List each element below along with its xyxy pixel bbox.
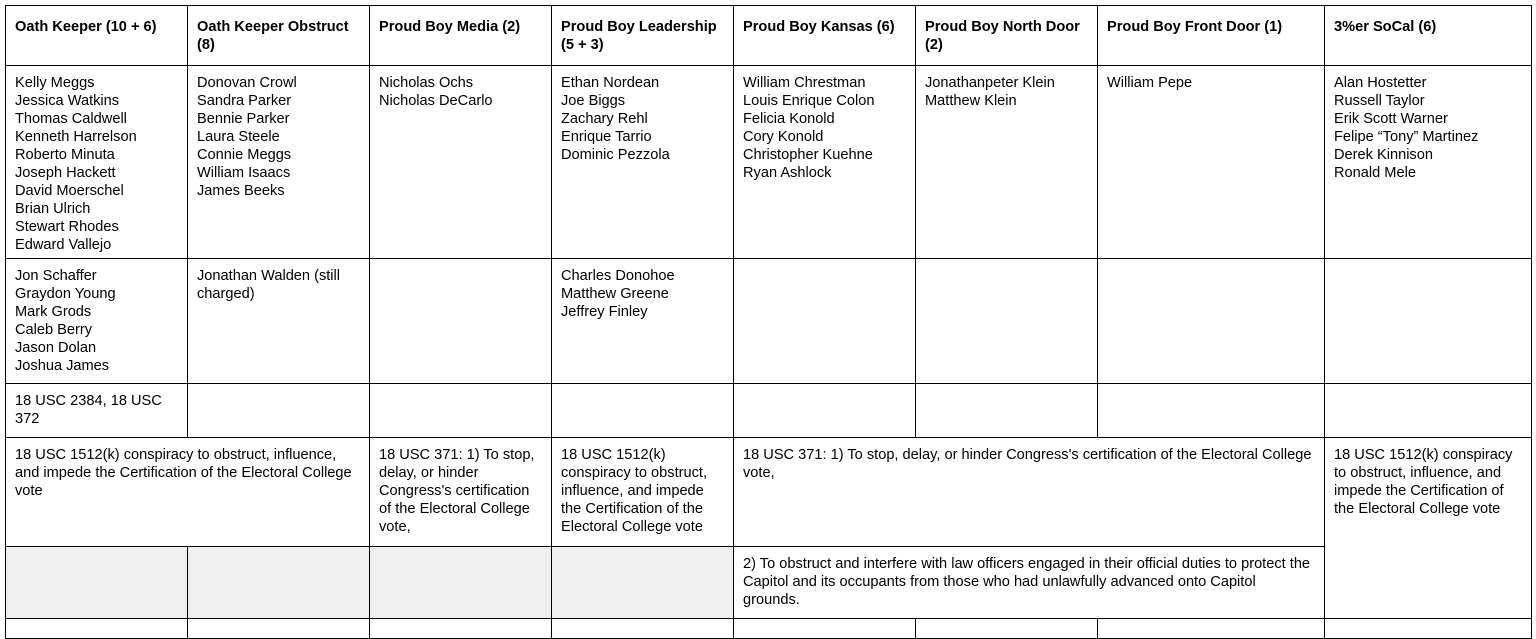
empty-cell	[552, 619, 734, 639]
defendants-row	[6, 66, 1532, 259]
defendant-name: Joe Biggs	[561, 93, 626, 109]
header-proud-boy-leadership: Proud Boy Leadership (5 + 3)	[552, 6, 734, 66]
defendant-name: Connie Meggs	[197, 147, 292, 163]
defendant-name: William Pepe	[1107, 75, 1193, 91]
cell-proud-boy-leadership-defendants	[552, 66, 734, 259]
header-proud-boy-north-door: Proud Boy North Door (2)	[916, 6, 1098, 66]
empty-cell	[1325, 259, 1532, 384]
defendant-name: James Beeks	[197, 183, 285, 199]
empty-cell	[1098, 384, 1325, 438]
cell-proud-boy-leadership-additional	[552, 259, 734, 384]
cut-off-row	[6, 619, 1532, 639]
charge-text: 2) To obstruct and interfere with law officers engaged in their official duties to protect the Capitol and its occupants from those who had unlawfully advanced onto Capitol grounds.	[743, 556, 1311, 608]
cell-oath-keeper-obstruct-defendants	[188, 66, 370, 259]
defendant-name: Derek Kinnison	[1334, 147, 1433, 163]
empty-cell	[916, 259, 1098, 384]
cell-proud-boy-media-defendants	[370, 66, 552, 259]
defendant-name: Enrique Tarrio	[561, 129, 652, 145]
cell-proud-boy-media-charge	[370, 438, 552, 547]
cell-kansas-charge	[734, 438, 1325, 547]
defendant-name: Nicholas Ochs	[379, 75, 474, 91]
empty-cell	[1098, 619, 1325, 639]
charge-row	[6, 438, 1532, 547]
cell-socal-charge	[1325, 438, 1532, 619]
cell-oath-keeper-charge	[6, 438, 370, 547]
empty-cell	[916, 384, 1098, 438]
charges-table	[5, 5, 1532, 639]
defendant-name: Roberto Minuta	[15, 147, 115, 163]
defendant-name: William Chrestman	[743, 75, 866, 91]
cell-oath-keeper-defendants	[6, 66, 188, 259]
cell-proud-boy-kansas-defendants	[734, 66, 916, 259]
header-socal: 3%er SoCal (6)	[1325, 6, 1532, 66]
cell-proud-boy-north-door-defendants	[916, 66, 1098, 259]
empty-cell	[6, 619, 188, 639]
defendant-name: Brian Ulrich	[15, 201, 91, 217]
defendant-name: Sandra Parker	[197, 93, 292, 109]
empty-cell	[734, 619, 916, 639]
defendant-name: Joseph Hackett	[15, 165, 116, 181]
defendant-name: Louis Enrique Colon	[743, 93, 875, 109]
header-proud-boy-media: Proud Boy Media (2)	[370, 6, 552, 66]
header-row	[6, 6, 1532, 66]
charge-text: 18 USC 1512(k) conspiracy to obstruct, influence, and impede the Certification of the Electoral College vote	[561, 447, 708, 535]
defendant-name: Mark Grods	[15, 304, 92, 320]
empty-cell	[916, 619, 1098, 639]
empty-grey-cell	[6, 547, 188, 619]
charge-row-2	[6, 547, 1532, 619]
defendant-name: Felipe “Tony” Martinez	[1334, 129, 1479, 145]
charge-text: 18 USC 1512(k) conspiracy to obstruct, influence, and impede the Certification of the Electoral College vote	[15, 447, 352, 499]
defendant-name: Alan Hostetter	[1334, 75, 1427, 91]
defendant-name: Nicholas DeCarlo	[379, 93, 493, 109]
cell-kansas-charge-2	[734, 547, 1325, 619]
defendant-name: Jon Schaffer	[15, 268, 97, 284]
defendant-name: Ronald Mele	[1334, 165, 1416, 181]
defendant-name: Ethan Nordean	[561, 75, 660, 91]
defendant-name: Erik Scott Warner	[1334, 111, 1448, 127]
defendant-name: Stewart Rhodes	[15, 219, 119, 235]
defendant-name: Jason Dolan	[15, 340, 97, 356]
defendant-name: Zachary Rehl	[561, 111, 648, 127]
defendant-name: Kelly Meggs	[15, 75, 95, 91]
defendant-name: Ryan Ashlock	[743, 165, 832, 181]
cell-socal-defendants	[1325, 66, 1532, 259]
header-proud-boy-kansas: Proud Boy Kansas (6)	[734, 6, 916, 66]
cell-proud-boy-leadership-charge	[552, 438, 734, 547]
defendant-name: William Isaacs	[197, 165, 291, 181]
empty-cell	[188, 619, 370, 639]
additional-defendants-row	[6, 259, 1532, 384]
cell-oath-keeper-obstruct-additional	[188, 259, 370, 384]
defendant-name: Donovan Crowl	[197, 75, 297, 91]
header-oath-keeper-obstruct: Oath Keeper Obstruct (8)	[188, 6, 370, 66]
header-oath-keeper: Oath Keeper (10 + 6)	[6, 6, 188, 66]
header-proud-boy-front-door: Proud Boy Front Door (1)	[1098, 6, 1325, 66]
empty-cell	[1325, 384, 1532, 438]
charge-text: 18 USC 1512(k) conspiracy to obstruct, influence, and impede the Certification of the Electoral College vote	[1334, 447, 1513, 517]
statute-text: 18 USC 2384, 18 USC 372	[15, 393, 162, 427]
defendant-name: Christopher Kuehne	[743, 147, 873, 163]
defendant-name: Jessica Watkins	[15, 93, 120, 109]
statute-row	[6, 384, 1532, 438]
empty-cell	[370, 259, 552, 384]
defendant-name: Matthew Greene	[561, 286, 669, 302]
cell-oath-keeper-additional	[6, 259, 188, 384]
empty-cell	[734, 384, 916, 438]
defendant-name: Laura Steele	[197, 129, 280, 145]
empty-grey-cell	[370, 547, 552, 619]
empty-cell	[1098, 259, 1325, 384]
defendant-name: Cory Konold	[743, 129, 824, 145]
empty-cell	[552, 384, 734, 438]
defendant-name: Joshua James	[15, 358, 110, 374]
cell-proud-boy-front-door-defendants	[1098, 66, 1325, 259]
defendant-name: Matthew Klein	[925, 93, 1017, 109]
defendant-name: Charles Donohoe	[561, 268, 675, 284]
defendant-name: Felicia Konold	[743, 111, 835, 127]
defendant-name: David Moerschel	[15, 183, 124, 199]
charge-text: 18 USC 371: 1) To stop, delay, or hinder Congress's certification of the Electoral College vote,	[743, 447, 1312, 481]
defendant-name: Jonathan Walden (still charged)	[197, 268, 341, 302]
defendant-name: Thomas Caldwell	[15, 111, 127, 127]
cell-oath-keeper-statute	[6, 384, 188, 438]
defendant-name: Kenneth Harrelson	[15, 129, 137, 145]
charge-text: 18 USC 371: 1) To stop, delay, or hinder Congress's certification of the Electoral College vote,	[379, 447, 535, 535]
defendant-name: Graydon Young	[15, 286, 116, 302]
defendant-name: Jeffrey Finley	[561, 304, 648, 320]
empty-cell	[370, 384, 552, 438]
empty-cell	[370, 619, 552, 639]
empty-cell	[188, 384, 370, 438]
defendant-name: Dominic Pezzola	[561, 147, 670, 163]
defendant-name: Edward Vallejo	[15, 237, 112, 253]
defendant-name: Caleb Berry	[15, 322, 93, 338]
empty-cell	[734, 259, 916, 384]
empty-grey-cell	[552, 547, 734, 619]
defendant-name: Russell Taylor	[1334, 93, 1425, 109]
empty-grey-cell	[188, 547, 370, 619]
empty-cell	[1325, 619, 1532, 639]
defendant-name: Bennie Parker	[197, 111, 290, 127]
defendant-name: Jonathanpeter Klein	[925, 75, 1055, 91]
